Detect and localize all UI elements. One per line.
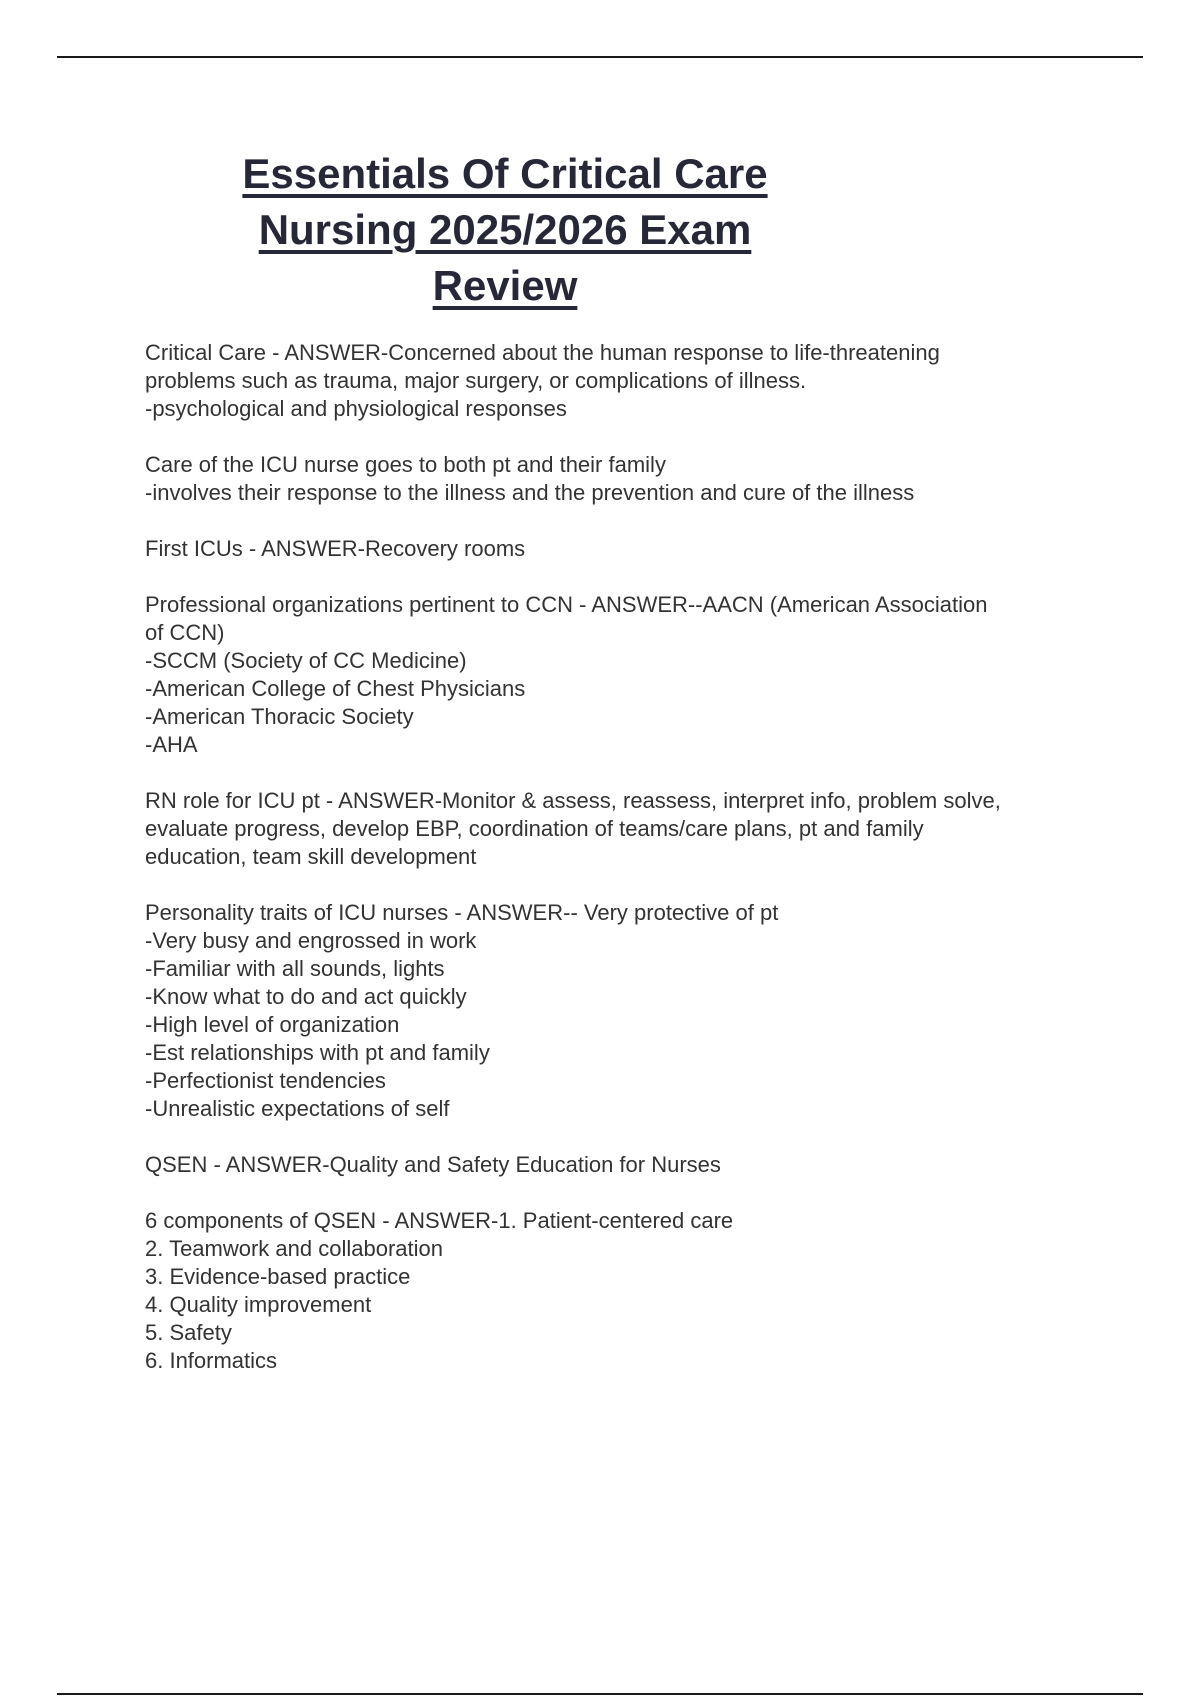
top-divider (57, 56, 1143, 58)
entry-line: -Know what to do and act quickly (145, 984, 467, 1009)
entry-professional-organizations (145, 591, 1105, 759)
entry-line: -AHA (145, 732, 198, 757)
entry-line: -Familiar with all sounds, lights (145, 956, 445, 981)
entry-line: Care of the ICU nurse goes to both pt and their family (145, 452, 666, 477)
entry-line: -Unrealistic expectations of self (145, 1096, 450, 1121)
entry-line: of CCN) (145, 620, 225, 645)
entry-line: Professional organizations pertinent to CCN - ANSWER--AACN (American Association (145, 592, 988, 617)
entry-line: 3. Evidence-based practice (145, 1264, 411, 1289)
entry-line: QSEN - ANSWER-Quality and Safety Education for Nurses (145, 1152, 721, 1177)
entry-line: problems such as trauma, major surgery, or complications of illness. (145, 368, 807, 393)
title-line-2: Nursing 2025/2026 Exam (258, 206, 752, 253)
entry-critical-care (145, 339, 1105, 423)
entry-line: 4. Quality improvement (145, 1292, 372, 1317)
entry-line: First ICUs - ANSWER-Recovery rooms (145, 536, 526, 561)
entry-line: 2. Teamwork and collaboration (145, 1236, 443, 1261)
entry-line: -involves their response to the illness and the prevention and cure of the illness (145, 480, 915, 505)
entry-line: -Perfectionist tendencies (145, 1068, 386, 1093)
entry-icu-nurse-care (145, 451, 1105, 507)
document-body (145, 339, 1105, 1403)
entry-personality-traits (145, 899, 1105, 1123)
bottom-divider (57, 1693, 1143, 1695)
entry-line: -psychological and physiological responses (145, 396, 567, 421)
entry-line: -High level of organization (145, 1012, 400, 1037)
entry-line: -Very busy and engrossed in work (145, 928, 477, 953)
entry-line: RN role for ICU pt - ANSWER-Monitor & assess, reassess, interpret info, problem solve, (145, 788, 1001, 813)
title-line-3: Review (432, 262, 578, 309)
entry-line: 6 components of QSEN - ANSWER-1. Patient-centered care (145, 1208, 734, 1233)
entry-first-icus (145, 535, 1105, 563)
entry-line: evaluate progress, develop EBP, coordination of teams/care plans, pt and family (145, 816, 924, 841)
title-line-1: Essentials Of Critical Care (242, 150, 768, 197)
entry-line: -Est relationships with pt and family (145, 1040, 490, 1065)
entry-line: 5. Safety (145, 1320, 232, 1345)
entry-qsen-components (145, 1207, 1105, 1375)
entry-line: -American College of Chest Physicians (145, 676, 526, 701)
entry-line: -SCCM (Society of CC Medicine) (145, 648, 467, 673)
entry-line: Critical Care - ANSWER-Concerned about the human response to life-threatening (145, 340, 940, 365)
entry-rn-role (145, 787, 1105, 871)
entry-line: Personality traits of ICU nurses - ANSWER-- Very protective of pt (145, 900, 779, 925)
entry-line: -American Thoracic Society (145, 704, 414, 729)
entry-line: education, team skill development (145, 844, 477, 869)
document-title (150, 146, 860, 314)
entry-qsen (145, 1151, 1105, 1179)
entry-line: 6. Informatics (145, 1348, 278, 1373)
